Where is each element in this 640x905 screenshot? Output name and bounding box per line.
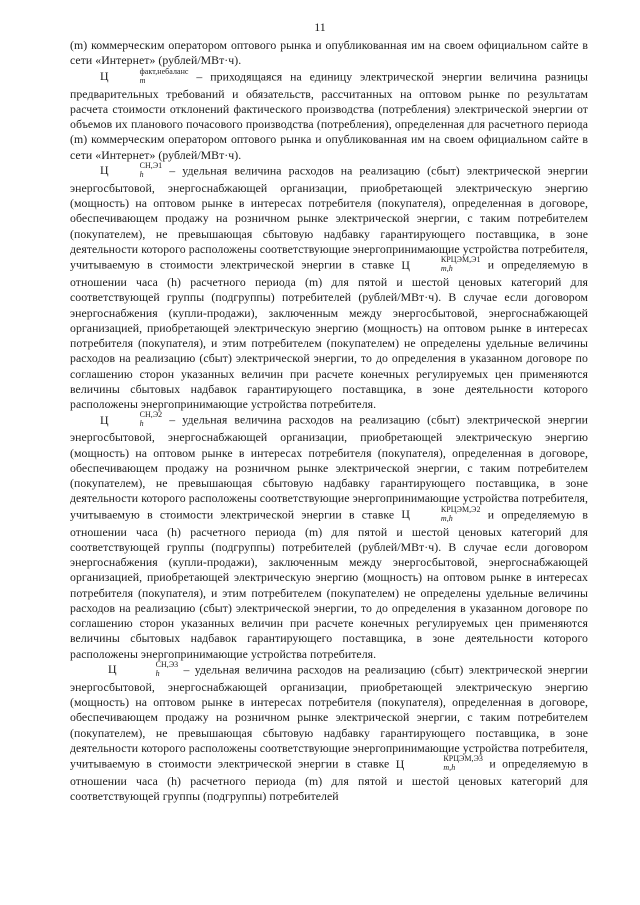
formula-symbol: Ц факт,небаланс m <box>100 66 189 85</box>
paragraph-text: – удельная величина расходов на реализацию (сбыт) электрической энергии энергосбытовой, энергоснабжающей организации, приобретающей электрическую энергию (мощность) на оптовом рынке в интересах потребителя (покупателя), определенная в договоре, обеспечивающем продажу на розничном рынке электрической энергии, с таким потребителем (покупателем), не превышающая сбытовую надбавку гарантирующего поставщика, в зоне деятельности которого расположены соответствующие энергопринимающие устройства потребителя, учитываемую в стоимости электрической энергии в ставке <box>70 163 588 272</box>
rate-symbol: Ц КРЦЭМ,Э3 m,h <box>395 754 483 772</box>
formula-symbol: Ц СН,Э3 h <box>108 659 179 678</box>
paragraph-text: – удельная величина расходов на реализацию (сбыт) электрической энергии энергосбытовой, энергоснабжающей организации, приобретающей электрическую энергию (мощность) на оптовом рынке в интересах потребителя (покупателя), определенная в договоре, обеспечивающем продажу на розничном рынке электрической энергии, с таким потребителем (покупателем), не превышающая сбытовую надбавку гарантирующего поставщика, в зоне деятельности которого расположены соответствующие энергопринимающие устройства потребителя, учитываемую в стоимости электрической энергии в ставке <box>70 412 588 522</box>
rate-symbol: Ц КРЦЭМ,Э1 m,h <box>401 255 481 273</box>
paragraph-sales-cost-e3 <box>70 659 588 805</box>
formula-symbol: Ц СН,Э2 h <box>100 410 163 429</box>
paragraph-text: – удельная величина расходов на реализацию (сбыт) электрической энергии энергосбытовой, энергоснабжающей организации, приобретающей электрическую энергию (мощность) на оптовом рынке в интересах потребителя (покупателя), определенная в договоре, обеспечивающем продажу на розничном рынке электрической энергии, с таким потребителем (покупателем), не превышающая сбытовую надбавку гарантирующего поставщика, в зоне деятельности которого расположены соответствующие энергопринимающие устройства потребителя, учитываемую в стоимости электрической энергии в ставке <box>70 662 588 771</box>
formula-symbol: Ц СН,Э1 h <box>100 160 163 179</box>
document-body <box>70 38 588 805</box>
paragraph-sales-cost-e1 <box>70 160 588 413</box>
paragraph-continuation: (m) коммерческим оператором оптового рынка и опубликованная им на своем официальном сайте в сети «Интернет» (рублей/МВт·ч). <box>70 38 588 68</box>
paragraph-sales-cost-e2 <box>70 412 588 662</box>
paragraph-text: и определяемую в отношении часа (h) расчетного периода (m) для пятой и шестой ценовых категорий для соответствующей группы (подгруппы) потребителей (рублей/МВт·ч). В случае если договором энергоснабжения (купли-продажи), заключенным между энергосбытовой, энергоснабжающей организацией, приобретающей электрическую энергию (мощность) на оптовом рынке в интересах потребителя (покупателя), и этим потребителем (покупателем) не определены удельные величины расходов на реализацию (сбыт) электрической энергии, то до определения в указанном договоре по соглашению сторон указанных величин при расчете конечных регулируемых цен применяются величины сбытовых надбавок гарантирующего поставщика, в зоне деятельности которого расположены энергопринимающие устройства потребителя. <box>70 257 588 411</box>
paragraph-text: и определяемую в отношении часа (h) расчетного периода (m) для пятой и шестой ценовых категорий для соответствующей группы (подгруппы) потребителей <box>70 756 588 804</box>
rate-symbol: Ц КРЦЭМ,Э2 m,h <box>401 504 481 523</box>
paragraph-text: и определяемую в отношении часа (h) расчетного периода (m) для пятой и шестой ценовых категорий для соответствующей группы (подгруппы) потребителей (рублей/МВт·ч). В случае если договором энергоснабжения (купли-продажи), заключенным между энергосбытовой, энергоснабжающей организацией, приобретающей электрическую энергию (мощность) на оптовом рынке в интересах потребителя (покупателя), и этим потребителем (покупателем) не определены удельные величины расходов на реализацию (сбыт) электрической энергии, то до определения в указанном договоре по соглашению сторон указанных величин при расчете конечных регулируемых цен применяются величины сбытовых надбавок гарантирующего поставщика, в зоне деятельности которого расположены энергопринимающие устройства потребителя. <box>70 507 588 661</box>
paragraph-text: – приходящаяся на единицу электрической энергии величина разницы предварительных требований и обязательств, рассчитанных на оптовом рынке по результатам расчета стоимости отклонений фактического производства (потребления) электрической энергии от объемов их планового почасового производства (потребления), определенная для расчетного периода (m) коммерческим оператором оптового рынка и опубликованная им на своем официальном сайте в сети «Интернет» (рублей/МВт·ч). <box>70 69 588 162</box>
paragraph-imbalance-price <box>70 66 588 163</box>
page-number: 11 <box>314 20 326 34</box>
